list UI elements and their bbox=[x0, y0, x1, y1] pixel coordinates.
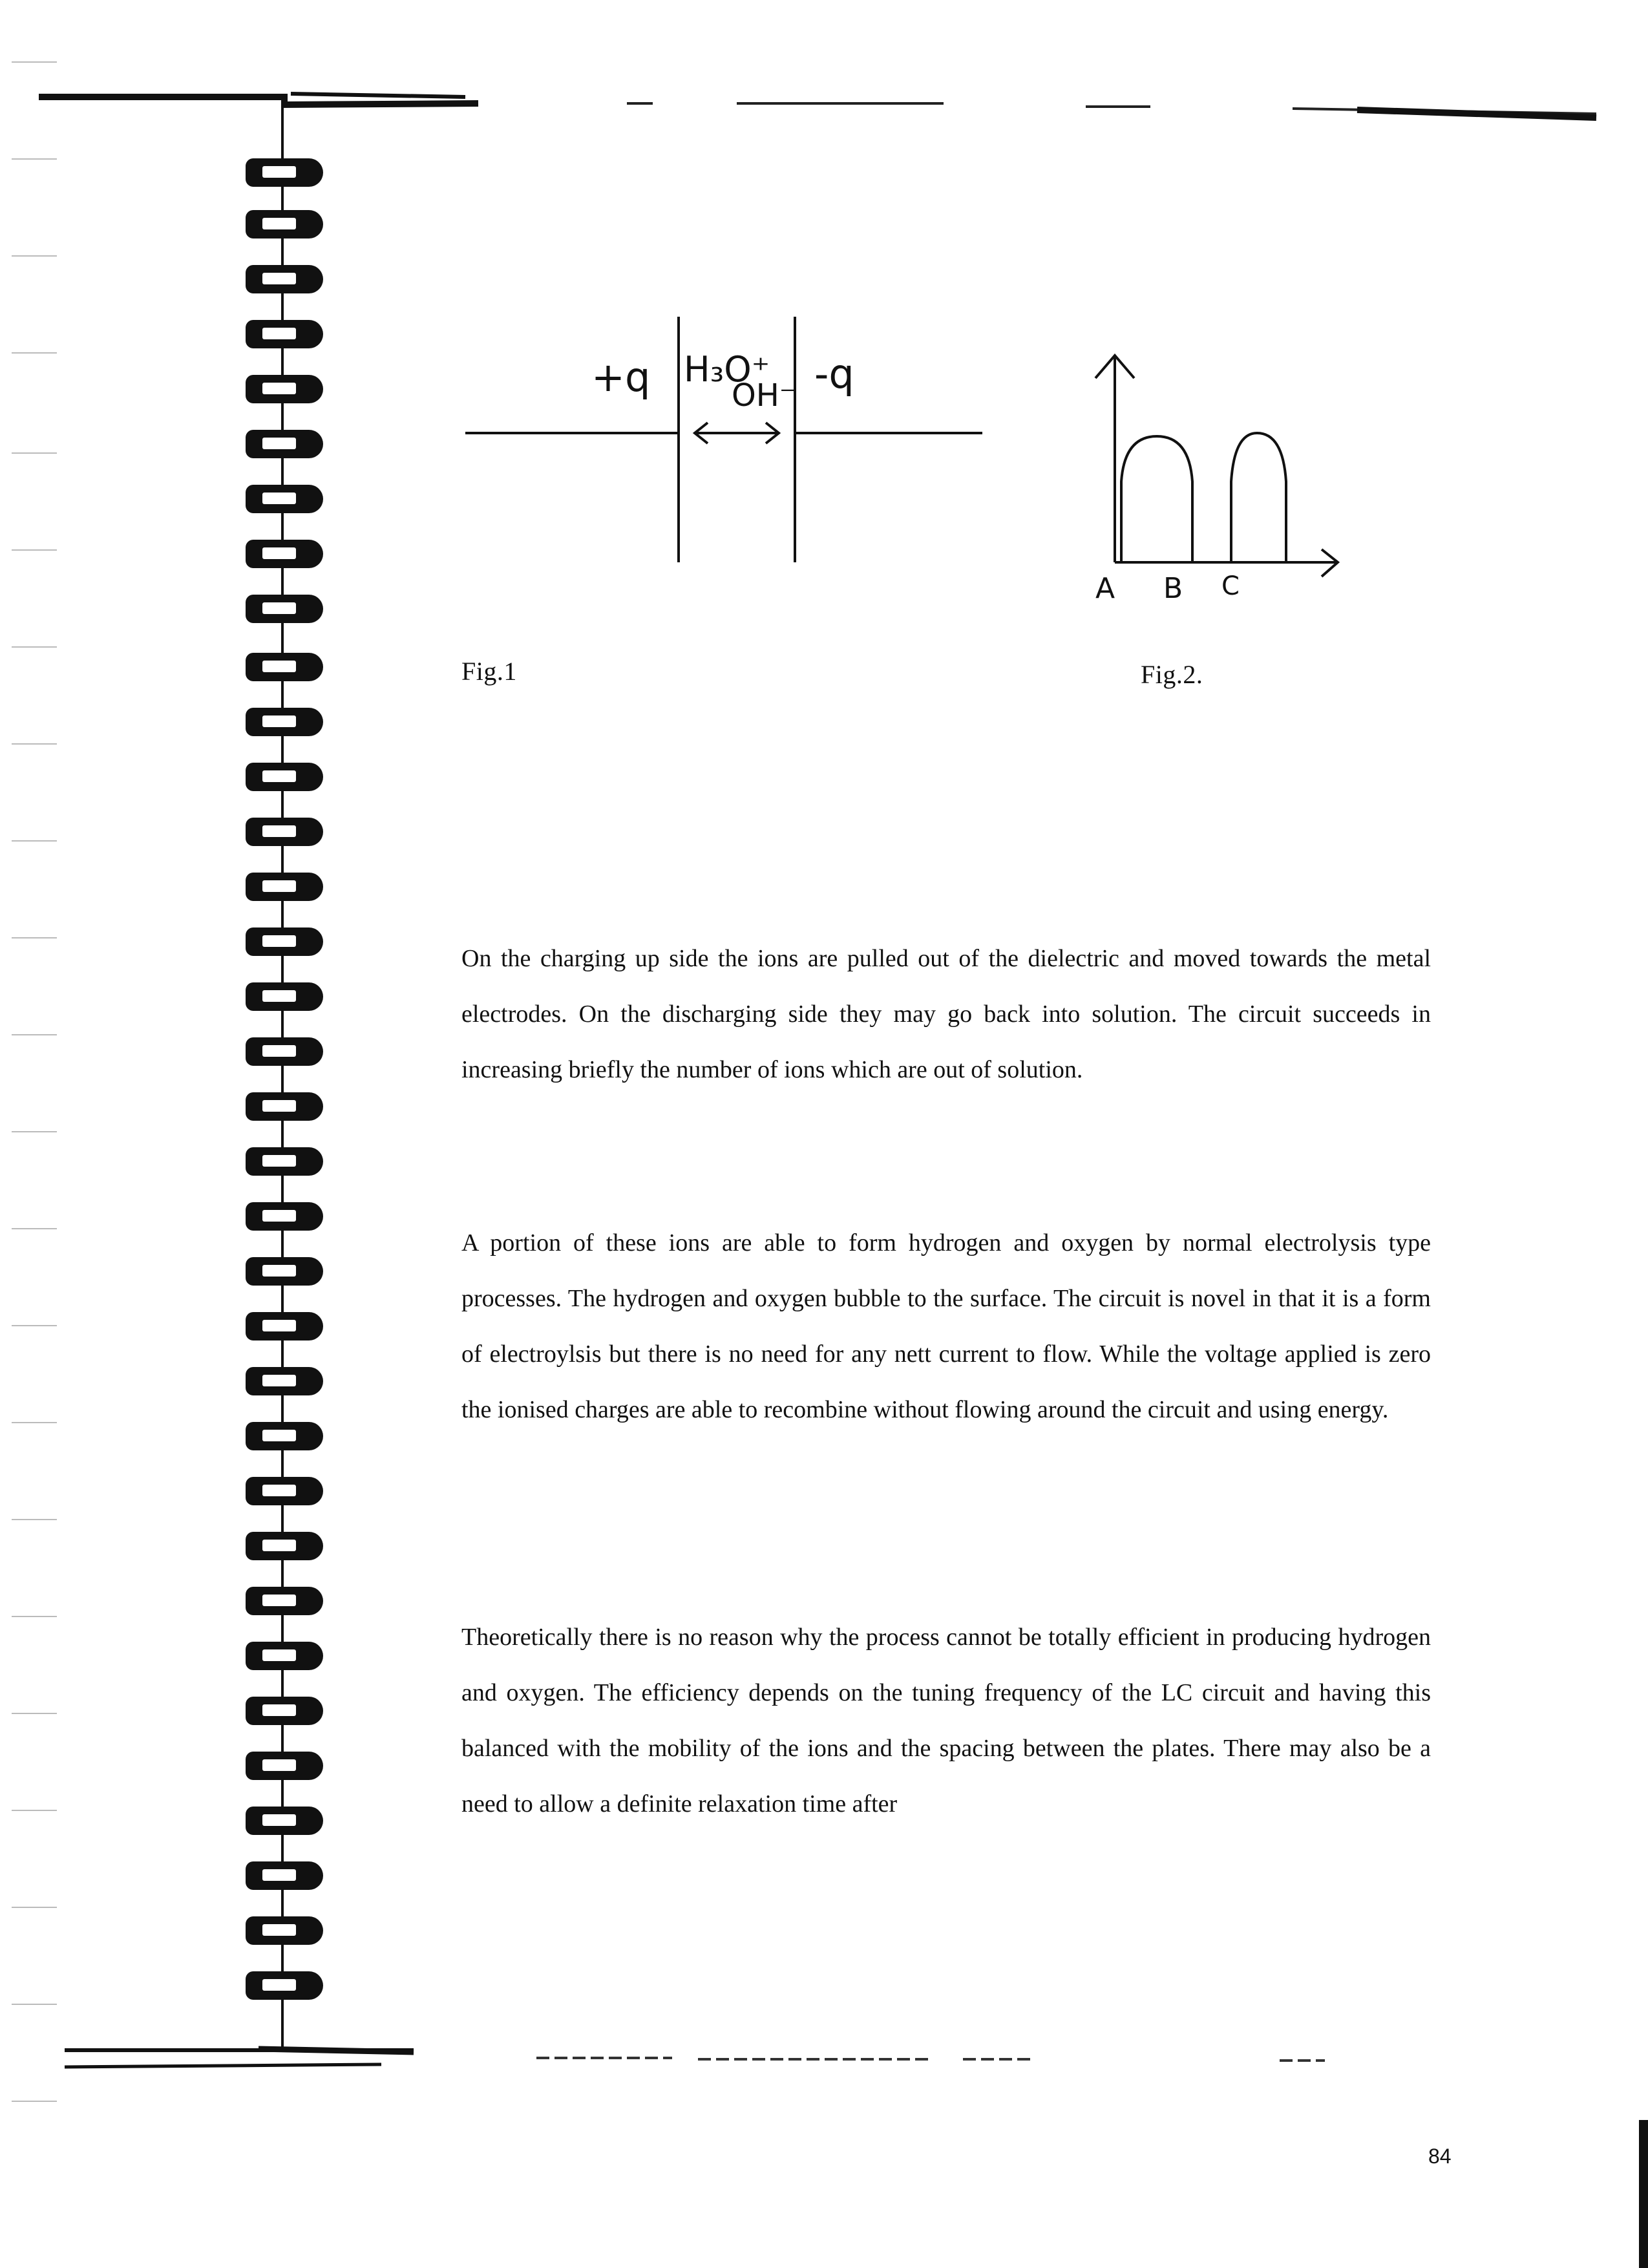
margin-tick bbox=[12, 1131, 57, 1132]
margin-tick bbox=[12, 1422, 57, 1423]
margin-tick bbox=[12, 1034, 57, 1035]
margin-tick bbox=[12, 2101, 57, 2102]
plus-q-label: +q bbox=[591, 354, 651, 401]
axis-label-b: B bbox=[1163, 572, 1183, 605]
double-arrow-icon bbox=[695, 423, 779, 443]
margin-tick bbox=[12, 1907, 57, 1908]
margin-tick bbox=[12, 1519, 57, 1520]
margin-tick bbox=[12, 646, 57, 648]
figure-1-diagram bbox=[452, 304, 995, 575]
margin-tick bbox=[12, 937, 57, 938]
margin-tick bbox=[12, 158, 57, 160]
margin-tick bbox=[12, 1713, 57, 1714]
pulse-1 bbox=[1121, 436, 1192, 562]
margin-tick bbox=[12, 840, 57, 842]
margin-tick bbox=[12, 1325, 57, 1326]
figure-2-diagram bbox=[1060, 336, 1351, 620]
margin-tick bbox=[12, 549, 57, 551]
margin-tick bbox=[12, 2004, 57, 2005]
minus-q-label: -q bbox=[814, 350, 854, 397]
margin-tick bbox=[12, 1616, 57, 1617]
margin-tick bbox=[12, 255, 57, 257]
figure-1-caption: Fig.1 bbox=[461, 657, 517, 686]
paragraph-efficiency: Theoretically there is no reason why the process cannot be totally efficient in producing hydrogen and oxygen. The efficiency depends on the tuning frequency of the LC circuit and having this balanced with the mobility of the ions and the spacing between the plates. There may also be a need to allow a definite relaxation time after bbox=[461, 1624, 1431, 1818]
margin-tick bbox=[12, 743, 57, 745]
margin-tick bbox=[12, 452, 57, 454]
paragraph-electrolysis: A portion of these ions are able to form hydrogen and oxygen by normal electrolysis type processes. The hydrogen and oxygen bubble to the surface. The circuit is novel in that it is a form of electroylsis but there is no need for any nett current to flow. While the voltage applied is zero the ionised charges are able to recombine without flowing around the circuit and using energy. bbox=[461, 1229, 1431, 1423]
oh-label: OH⁻ bbox=[732, 377, 796, 414]
margin-tick bbox=[12, 1810, 57, 1811]
margin-tick bbox=[12, 61, 57, 63]
h3o-label: H₃O⁺ bbox=[684, 349, 770, 390]
margin-tick bbox=[12, 1228, 57, 1229]
figure-2-caption: Fig.2. bbox=[1141, 660, 1203, 689]
paragraph-charging: On the charging up side the ions are pulled out of the dielectric and moved towards the metal electrodes. On the discharging side they may go back into solution. The circuit succeeds in increasing briefly the number of ions which are out of solution. bbox=[461, 945, 1431, 1083]
margin-tick bbox=[12, 352, 57, 354]
axis-label-c: C bbox=[1221, 571, 1240, 601]
page-number: 84 bbox=[1428, 2145, 1452, 2168]
axis-label-a: A bbox=[1095, 572, 1115, 605]
pulse-2 bbox=[1231, 433, 1286, 562]
